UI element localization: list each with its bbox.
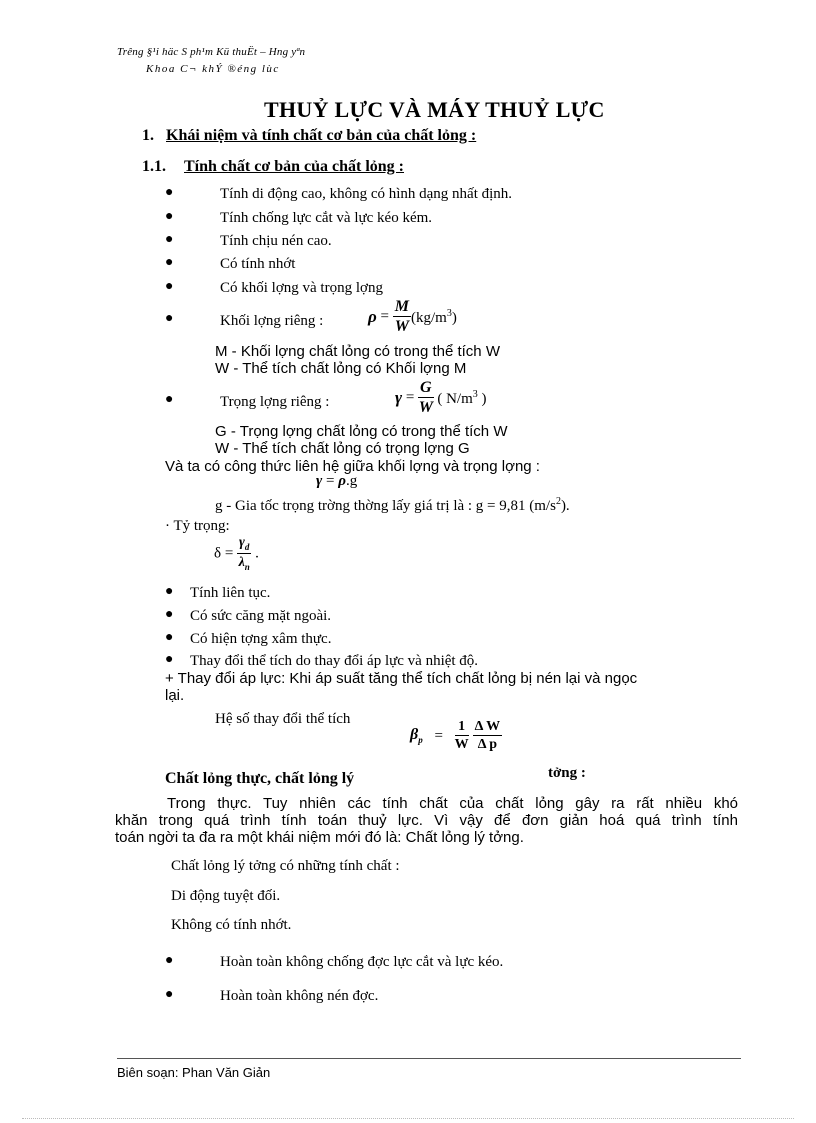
bullet-icon: ● (165, 232, 174, 247)
bullet-icon: ● (165, 584, 174, 599)
header-institution: Trêng §¹i häc S ph¹m Kü thuËt – Hng yªn (117, 46, 306, 58)
compressibility-label: Hệ số thay đổi thể tích (215, 711, 351, 727)
list-item: ● Hoàn toàn không nén đợc. (165, 987, 379, 1004)
density-label: Khối lợng riêng : (220, 313, 324, 329)
section-number: 1.1. (142, 158, 166, 175)
page-edge-divider (22, 1118, 794, 1119)
list-item: ● Có hiện tợng xâm thực. (165, 630, 332, 647)
list-item: ● Có sức căng mặt ngoài. (165, 607, 332, 624)
header-faculty: Khoa C¬ khÝ ®éng lùc (146, 63, 280, 75)
bullet-icon: ● (165, 652, 174, 667)
relation-intro: Và ta có công thức liên hệ giữa khối lợng và trọng lợng : (165, 458, 540, 475)
ideal-fluid-paragraph-line2: khăn trong quá trình tính toán thuỷ lực. Vì vậy để đơn giản hoá quá trình tính (115, 812, 738, 829)
page-title: THUỶ LỰC VÀ MÁY THUỶ LỰC (264, 97, 605, 122)
bullet-icon: ● (165, 987, 174, 1002)
compressibility-fraction-1: $\frac{1}{W}$ (454, 719, 469, 752)
ideal-fluid-heading-tail: tởng : (548, 765, 586, 781)
relation-formula: γ = ρ.g (316, 473, 358, 489)
specific-gravity-fraction: $\frac{\gamma_d}{\lambda_n}$ (238, 535, 250, 572)
list-item: ● Tính chống lực cắt và lực kéo kém. (165, 209, 433, 226)
section-heading-1-1 (142, 158, 404, 176)
gamma-symbol: γ (316, 473, 323, 489)
pressure-note-line2: lại. (165, 687, 185, 704)
ideal-fluid-prop-1: Di động tuyệt đối. (171, 888, 281, 904)
weight-def-volume: W - Thể tích chất lỏng có trọng lợng G (215, 440, 470, 457)
weight-unit: ( $N/m^3$ ) (437, 388, 487, 407)
list-item: ● Tính liên tục. (165, 584, 271, 601)
specific-gravity-label: · Tỷ trọng: (165, 518, 230, 534)
list-item: ● Tính di động cao, không có hình dạng nhất định. (165, 185, 513, 202)
weight-fraction: $\frac{G}{W}$ (418, 379, 433, 416)
beta-symbol: $\beta_p$ (410, 726, 423, 746)
bullet-icon: ● (165, 392, 174, 407)
section-title: Tính chất cơ bản của chất lỏng : (184, 158, 404, 175)
specific-gravity-formula: δ = $\frac{\gamma_d}{\lambda_n}$ . (214, 535, 259, 572)
ideal-fluid-paragraph-line1: Trong thực. Tuy nhiên các tính chất của chất lỏng gây ra rất nhiều khó (167, 795, 738, 812)
section-heading-1 (142, 127, 476, 145)
section-number: 1. (142, 127, 154, 144)
compressibility-fraction-2: $\frac{\text{Δ W}}{\text{Δ p}}$ (474, 719, 501, 752)
density-def-volume: W - Thể tích chất lỏng có Khối lợng M (215, 360, 467, 377)
bullet-icon: ● (165, 953, 174, 968)
bullet-icon: ● (165, 209, 174, 224)
footer-author: Biên soạn: Phan Văn Giản (117, 1065, 271, 1080)
rho-symbol: ρ (338, 473, 346, 489)
list-item: ● Có khối lợng và trọng lợng (165, 279, 383, 296)
weight-def-weight: G - Trọng lợng chất lỏng có trong thể tích W (215, 423, 508, 440)
section-title: Khái niệm và tính chất cơ bản của chất lỏng : (166, 127, 477, 144)
bullet-icon: ● (165, 185, 174, 200)
rho-symbol: ρ (368, 307, 377, 326)
list-item: ● Tính chịu nén cao. (165, 232, 332, 249)
density-def-mass: M - Khối lợng chất lỏng có trong thể tích W (215, 343, 500, 360)
bullet-icon: ● (165, 607, 174, 622)
ideal-fluid-prop-2: Không có tính nhớt. (171, 917, 292, 933)
bullet-icon: ● (165, 255, 174, 270)
bullet-icon: ● (165, 630, 174, 645)
ideal-fluid-heading: Chất lỏng thực, chất lỏng lý (165, 770, 355, 787)
bullet-icon: ● (165, 311, 174, 326)
density-unit: $(kg/m^3)$ (410, 307, 457, 326)
pressure-note-line1: + Thay đổi áp lực: Khi áp suất tăng thể tích chất lỏng bị nén lại và ngọc (165, 670, 638, 687)
gravity-definition: g - Gia tốc trọng trờng thờng lấy giá trị là : g = 9,81 $(m/s^2)$. (215, 496, 570, 514)
compressibility-formula: $\beta_p$ = $\frac{1}{W}$ $\frac{\text{Δ W}}{\text{Δ p}}$ (410, 719, 501, 752)
ideal-fluid-props-intro: Chất lỏng lý tởng có những tính chất : (171, 858, 400, 874)
gamma-symbol: γ (395, 388, 403, 407)
weight-label: Trọng lợng riêng : (220, 394, 330, 410)
list-item: ● Thay đổi thể tích do thay đổi áp lực và nhiệt độ. (165, 652, 479, 669)
list-item: ● Có tính nhớt (165, 255, 296, 272)
density-fraction: $\frac{M}{W}$ (394, 298, 409, 335)
ideal-fluid-paragraph-line3: toán ngời ta đa ra một khái niệm mới đó là: Chất lỏng lý tởng. (115, 829, 524, 846)
bullet-icon: ● (165, 279, 174, 294)
list-item: ● Hoàn toàn không chống đợc lực cắt và lực kéo. (165, 953, 504, 970)
footer-divider (117, 1058, 741, 1059)
